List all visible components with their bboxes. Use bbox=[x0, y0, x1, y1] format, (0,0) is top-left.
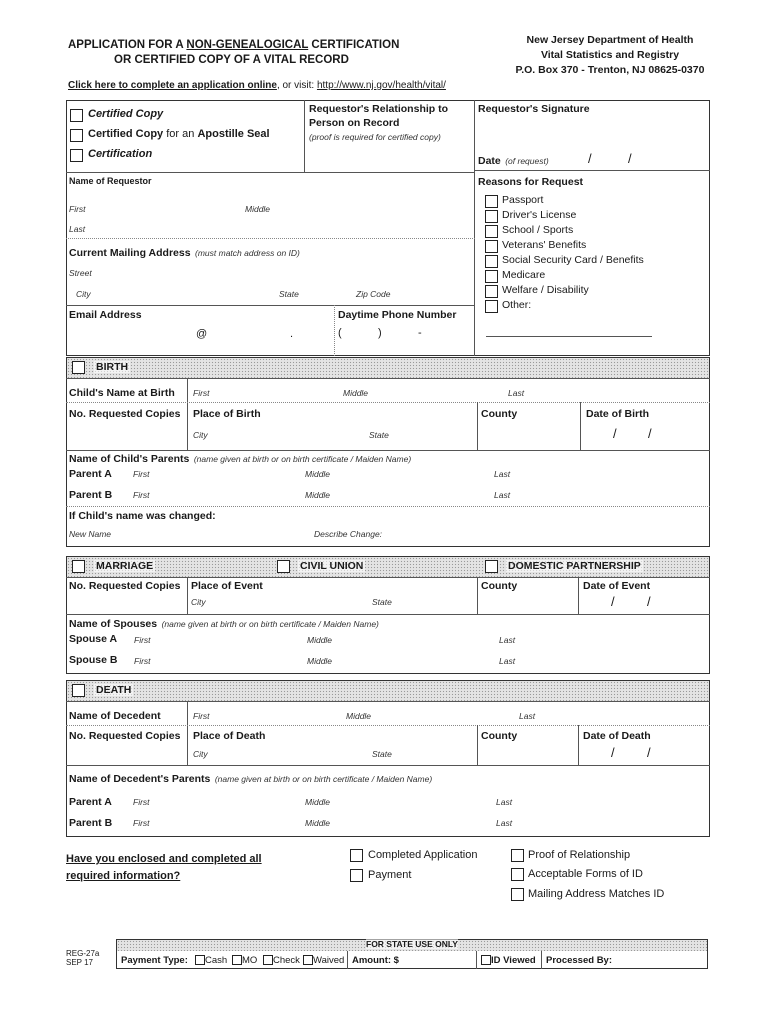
agency-division: Vital Statistics and Registry bbox=[540, 49, 680, 61]
id-viewed-checkbox[interactable] bbox=[481, 955, 491, 965]
decedent-middle[interactable]: Middle bbox=[346, 711, 372, 721]
form-code-date: SEP 17 bbox=[66, 958, 93, 967]
spouse-b-label: Spouse B bbox=[69, 654, 118, 666]
birth-band bbox=[67, 358, 709, 378]
email-at[interactable]: @ bbox=[196, 328, 208, 340]
reasons-label: Reasons for Request bbox=[478, 176, 584, 188]
divider bbox=[578, 725, 579, 765]
parents-note: (name given at birth or on birth certificate / Maiden Name) bbox=[193, 454, 412, 464]
child-middle[interactable]: Middle bbox=[343, 388, 369, 398]
divider bbox=[474, 100, 475, 356]
online-instructions bbox=[68, 80, 446, 91]
child-name-label: Child's Name at Birth bbox=[69, 387, 175, 399]
child-last[interactable]: Last bbox=[508, 388, 525, 398]
event-city[interactable]: City bbox=[191, 597, 206, 607]
decedent-last[interactable]: Last bbox=[519, 711, 536, 721]
city-input[interactable]: City bbox=[76, 289, 91, 299]
payment-checkbox[interactable] bbox=[350, 869, 363, 882]
acceptable-id-label: Acceptable Forms of ID bbox=[528, 868, 643, 880]
divider bbox=[476, 951, 477, 969]
event-date-slash[interactable]: / bbox=[647, 594, 651, 609]
decedent-parent-b-first[interactable]: First bbox=[133, 818, 150, 828]
proof-relationship-checkbox[interactable] bbox=[511, 849, 524, 862]
birth-date-label: Date of Birth bbox=[586, 408, 649, 420]
pay-cash[interactable] bbox=[195, 955, 227, 966]
marriage-copies-label: No. Requested Copies bbox=[69, 580, 181, 592]
divider bbox=[66, 725, 710, 726]
death-checkbox[interactable] bbox=[72, 684, 85, 697]
divider bbox=[66, 305, 475, 306]
phone-open[interactable]: ( bbox=[338, 327, 342, 339]
death-place-label: Place of Death bbox=[193, 730, 266, 742]
birth-checkbox[interactable] bbox=[72, 361, 85, 374]
name-changed-label: If Child's name was changed: bbox=[69, 510, 216, 522]
marriage-band-label: MARRIAGE bbox=[96, 560, 154, 572]
domestic-partnership-label: DOMESTIC PARTNERSHIP bbox=[508, 560, 641, 572]
divider bbox=[66, 765, 710, 766]
divider bbox=[578, 577, 579, 615]
parent-b-label: Parent B bbox=[69, 489, 113, 501]
divider bbox=[187, 577, 188, 615]
form-code-number: REG-27a bbox=[66, 949, 100, 958]
decedent-parents-label: Name of Decedent's Parents bbox=[69, 773, 211, 785]
online-text: , or visit: bbox=[276, 80, 317, 91]
reason-school-sports: School / Sports bbox=[502, 224, 574, 236]
address-note: (must match address on ID) bbox=[195, 248, 300, 258]
death-state[interactable]: State bbox=[372, 749, 392, 759]
reason-passport: Passport bbox=[502, 194, 544, 206]
email-label: Email Address bbox=[69, 309, 142, 321]
divider bbox=[187, 701, 188, 765]
death-date-label: Date of Death bbox=[583, 730, 651, 742]
divider bbox=[66, 506, 710, 507]
reason-checkbox[interactable] bbox=[485, 195, 498, 208]
divider bbox=[66, 402, 710, 403]
waived-checkbox[interactable] bbox=[303, 955, 313, 965]
requestor-first[interactable]: First bbox=[69, 204, 86, 214]
relationship-label: Requestor's Relationship to bbox=[309, 103, 449, 115]
birth-copies-input[interactable] bbox=[70, 424, 184, 446]
reason-checkbox[interactable] bbox=[485, 300, 498, 313]
certification-checkbox[interactable] bbox=[70, 149, 83, 162]
parent-a-middle[interactable]: Middle bbox=[305, 469, 331, 479]
divider bbox=[477, 577, 478, 615]
spouse-b-middle[interactable]: Middle bbox=[307, 656, 333, 666]
completed-application-checkbox[interactable] bbox=[350, 849, 363, 862]
event-date-slash[interactable]: / bbox=[611, 594, 615, 609]
domestic-partnership-checkbox[interactable] bbox=[485, 560, 498, 573]
spouses-label-row bbox=[69, 614, 379, 632]
child-parents-label bbox=[69, 449, 411, 467]
apostille-seal: Apostille Seal bbox=[197, 128, 270, 140]
event-place-label: Place of Event bbox=[191, 580, 263, 592]
apostille-prefix: Certified Copy bbox=[88, 128, 164, 140]
divider bbox=[541, 951, 542, 969]
id-viewed[interactable] bbox=[481, 955, 536, 966]
reason-other: Other: bbox=[502, 299, 532, 311]
birth-county-label[interactable]: County bbox=[481, 408, 518, 420]
mo-label: MO bbox=[242, 955, 258, 966]
id-viewed-label: ID Viewed bbox=[491, 955, 536, 966]
date-slash: / bbox=[628, 151, 632, 166]
requestor-middle[interactable]: Middle bbox=[245, 204, 271, 214]
state-use-label: FOR STATE USE ONLY bbox=[366, 939, 458, 949]
spouses-note: (name given at birth or on birth certificate / Maiden Name) bbox=[161, 619, 379, 629]
check-label: Check bbox=[273, 955, 300, 966]
certification-label: Certification bbox=[88, 148, 153, 160]
address-label: Current Mailing Address bbox=[69, 247, 191, 259]
checklist-question bbox=[66, 851, 262, 885]
mo-checkbox[interactable] bbox=[232, 955, 242, 965]
phone-label: Daytime Phone Number bbox=[338, 309, 457, 321]
decedent-parents-label-row bbox=[69, 769, 432, 787]
spouse-a-last[interactable]: Last bbox=[499, 635, 516, 645]
birth-state[interactable]: State bbox=[369, 430, 389, 440]
reason-checkbox[interactable] bbox=[485, 210, 498, 223]
spouse-a-label: Spouse A bbox=[69, 633, 118, 645]
parent-b-first[interactable]: First bbox=[133, 490, 150, 500]
event-county-label[interactable]: County bbox=[481, 580, 518, 592]
parent-a-first[interactable]: First bbox=[133, 469, 150, 479]
acceptable-id-checkbox[interactable] bbox=[511, 868, 524, 881]
payment-type-label: Payment Type: bbox=[121, 955, 188, 966]
agency-po-box: P.O. Box 370 - Trenton, NJ 08625-0370 bbox=[515, 64, 705, 76]
signature-label: Requestor's Signature bbox=[478, 103, 590, 115]
date-slash: / bbox=[588, 151, 592, 166]
death-date-slash[interactable]: / bbox=[647, 745, 651, 760]
event-state[interactable]: State bbox=[372, 597, 392, 607]
death-copies-label: No. Requested Copies bbox=[69, 730, 181, 742]
other-reason-line[interactable] bbox=[486, 336, 652, 337]
reason-checkbox[interactable] bbox=[485, 285, 498, 298]
describe-change-input[interactable]: Describe Change: bbox=[314, 529, 383, 539]
checklist-question-line2: required information? bbox=[66, 870, 181, 882]
street-input[interactable]: Street bbox=[69, 268, 92, 278]
decedent-parent-a-last[interactable]: Last bbox=[496, 797, 513, 807]
child-first[interactable]: First bbox=[193, 388, 210, 398]
mailing-address-label: Mailing Address Matches ID bbox=[528, 888, 665, 900]
apostille-label bbox=[88, 128, 270, 140]
reason-medicare: Medicare bbox=[502, 269, 546, 281]
divider bbox=[66, 701, 710, 702]
parent-b-middle[interactable]: Middle bbox=[305, 490, 331, 500]
reason-welfare: Welfare / Disability bbox=[502, 284, 589, 296]
death-county-label[interactable]: County bbox=[481, 730, 518, 742]
request-date[interactable] bbox=[478, 151, 549, 169]
birth-city[interactable]: City bbox=[193, 430, 208, 440]
online-application-link[interactable]: Click here to complete an application online bbox=[68, 80, 277, 91]
reason-checkbox[interactable] bbox=[485, 225, 498, 238]
divider bbox=[66, 577, 710, 578]
form-title bbox=[68, 38, 399, 68]
title-line2: OR CERTIFIED COPY OF A VITAL RECORD bbox=[114, 54, 349, 66]
reason-veterans: Veterans' Benefits bbox=[502, 239, 587, 251]
date-note: (of request) bbox=[505, 156, 549, 166]
agency-name: New Jersey Department of Health bbox=[526, 34, 694, 46]
spouse-a-middle[interactable]: Middle bbox=[307, 635, 333, 645]
decedent-parent-a-label: Parent A bbox=[69, 796, 112, 808]
proof-relationship-label: Proof of Relationship bbox=[528, 849, 631, 861]
pay-mo[interactable] bbox=[232, 955, 257, 966]
reason-checkbox[interactable] bbox=[485, 240, 498, 253]
requestor-last[interactable]: Last bbox=[69, 224, 86, 234]
checklist-question-line1: Have you enclosed and completed all bbox=[66, 853, 262, 865]
check-checkbox[interactable] bbox=[263, 955, 273, 965]
title-underlined: NON-GENEALOGICAL bbox=[186, 39, 309, 51]
event-date-label: Date of Event bbox=[583, 580, 651, 592]
relationship-note: (proof is required for certified copy) bbox=[309, 132, 441, 142]
online-url[interactable]: http://www.nj.gov/health/vital/ bbox=[316, 80, 446, 91]
reason-checkbox[interactable] bbox=[485, 270, 498, 283]
cash-label: Cash bbox=[205, 955, 228, 966]
divider bbox=[477, 402, 478, 450]
apostille-middle: for an bbox=[163, 128, 198, 140]
requestor-name-label: Name of Requestor bbox=[69, 176, 152, 186]
divider bbox=[580, 402, 581, 450]
birth-place-label: Place of Birth bbox=[193, 408, 261, 420]
relationship-label-2: Person on Record bbox=[309, 117, 400, 129]
signature-input[interactable] bbox=[476, 118, 708, 150]
decedent-parent-a-middle[interactable]: Middle bbox=[305, 797, 331, 807]
completed-application-label: Completed Application bbox=[368, 849, 478, 861]
certified-copy-checkbox[interactable] bbox=[70, 109, 83, 122]
mailing-address-label bbox=[69, 243, 300, 261]
divider bbox=[347, 951, 348, 969]
certified-copy-label: Certified Copy bbox=[88, 108, 164, 120]
spouse-a-first[interactable]: First bbox=[134, 635, 151, 645]
civil-union-checkbox[interactable] bbox=[277, 560, 290, 573]
new-name-input[interactable]: New Name bbox=[69, 529, 112, 539]
relationship-input[interactable] bbox=[305, 146, 473, 171]
spouse-b-first[interactable]: First bbox=[134, 656, 151, 666]
parents-label: Name of Child's Parents bbox=[69, 453, 190, 465]
waived-label: Waived bbox=[313, 955, 345, 966]
mailing-address-checkbox[interactable] bbox=[511, 888, 524, 901]
birth-date-slash[interactable]: / bbox=[613, 426, 617, 441]
death-band-label: DEATH bbox=[96, 684, 132, 696]
divider bbox=[474, 170, 710, 171]
birth-copies-label: No. Requested Copies bbox=[69, 408, 181, 420]
pay-check[interactable] bbox=[263, 955, 300, 966]
payment-label: Payment bbox=[368, 869, 412, 881]
decedent-parent-b-label: Parent B bbox=[69, 817, 113, 829]
divider bbox=[66, 378, 710, 379]
email-dot[interactable]: . bbox=[290, 328, 294, 340]
parent-a-last[interactable]: Last bbox=[494, 469, 511, 479]
civil-union-label: CIVIL UNION bbox=[300, 560, 364, 572]
form-code bbox=[66, 949, 99, 967]
title-prefix: APPLICATION FOR A bbox=[68, 39, 187, 51]
spouses-label: Name of Spouses bbox=[69, 618, 158, 630]
cash-checkbox[interactable] bbox=[195, 955, 205, 965]
death-date-slash[interactable]: / bbox=[611, 745, 615, 760]
apostille-checkbox[interactable] bbox=[70, 129, 83, 142]
decedent-first[interactable]: First bbox=[193, 711, 210, 721]
parent-a-label: Parent A bbox=[69, 468, 112, 480]
spouse-b-last[interactable]: Last bbox=[499, 656, 516, 666]
decedent-parent-a-first[interactable]: First bbox=[133, 797, 150, 807]
processed-by-label[interactable]: Processed By: bbox=[546, 955, 613, 966]
decedent-parent-b-middle[interactable]: Middle bbox=[305, 818, 331, 828]
zip-input[interactable]: Zip Code bbox=[356, 289, 391, 299]
reason-checkbox[interactable] bbox=[485, 255, 498, 268]
parent-b-last[interactable]: Last bbox=[494, 490, 511, 500]
phone-dash[interactable]: - bbox=[418, 327, 422, 339]
divider bbox=[187, 378, 188, 450]
date-label: Date bbox=[478, 155, 501, 167]
birth-band-label: BIRTH bbox=[96, 361, 129, 373]
death-city[interactable]: City bbox=[193, 749, 208, 759]
pay-waived[interactable] bbox=[303, 955, 344, 966]
divider bbox=[66, 172, 475, 173]
decedent-parents-note: (name given at birth or on birth certificate / Maiden Name) bbox=[214, 774, 433, 784]
birth-date-slash[interactable]: / bbox=[648, 426, 652, 441]
decedent-parent-b-last[interactable]: Last bbox=[496, 818, 513, 828]
agency-address bbox=[505, 33, 715, 78]
marriage-checkbox[interactable] bbox=[72, 560, 85, 573]
divider bbox=[477, 725, 478, 765]
reason-drivers-license: Driver's License bbox=[502, 209, 577, 221]
decedent-label: Name of Decedent bbox=[69, 710, 161, 722]
title-suffix: CERTIFICATION bbox=[308, 39, 400, 51]
marriage-copies-input[interactable] bbox=[70, 594, 184, 614]
death-band bbox=[67, 681, 709, 701]
state-input[interactable]: State bbox=[279, 289, 299, 299]
phone-close[interactable]: ) bbox=[378, 327, 382, 339]
divider bbox=[334, 305, 335, 356]
divider bbox=[66, 238, 475, 239]
reason-social-security: Social Security Card / Benefits bbox=[502, 254, 644, 266]
death-copies-input[interactable] bbox=[70, 745, 184, 763]
amount-label[interactable]: Amount: $ bbox=[352, 955, 399, 966]
